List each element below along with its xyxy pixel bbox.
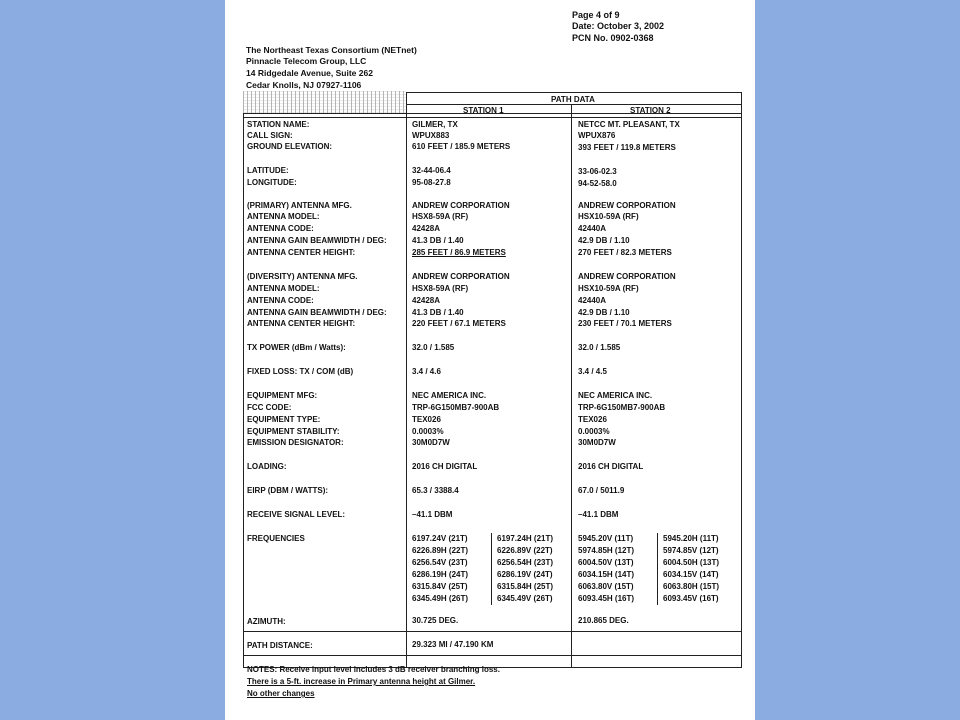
station1-value: 3.4 / 4.6	[412, 367, 441, 376]
pcn-number: PCN No. 0902-0368	[572, 33, 654, 43]
station2-value: HSX10-59A (RF)	[578, 284, 639, 293]
frequency-value: 6345.49H (26T)	[412, 594, 469, 603]
station2-value: 2016 CH DIGITAL	[578, 462, 644, 471]
address-line-2: Pinnacle Telecom Group, LLC	[246, 56, 367, 66]
frequency-value: 6226.89H (22T)	[412, 546, 469, 555]
frequency-value: 5974.85V (12T)	[663, 546, 719, 555]
station2-value: 33-06-02.3	[578, 167, 617, 176]
row-label: ANTENNA MODEL:	[247, 284, 320, 293]
station1-value: ANDREW CORPORATION	[412, 272, 510, 281]
station1-value: 95-08-27.8	[412, 178, 451, 187]
frequency-value: 6315.84V (25T)	[412, 582, 468, 591]
row-label: EQUIPMENT MFG:	[247, 391, 318, 400]
row-label: ANTENNA CODE:	[247, 224, 314, 233]
station2-value: 3.4 / 4.5	[578, 367, 607, 376]
page-number: Page 4 of 9	[572, 10, 620, 20]
station1-value: 42428A	[412, 224, 441, 233]
row-label: PATH DISTANCE:	[247, 641, 313, 650]
station2-value: ANDREW CORPORATION	[578, 201, 676, 210]
frequency-value: 5945.20H (11T)	[663, 534, 719, 543]
row-label: EQUIPMENT STABILITY:	[247, 427, 340, 436]
station1-value: 285 FEET / 86.9 METERS	[412, 248, 506, 257]
station2-value: 30M0D7W	[578, 438, 616, 447]
station2-value: 230 FEET / 70.1 METERS	[578, 319, 672, 328]
row-label: ANTENNA GAIN BEAMWIDTH / DEG:	[247, 236, 387, 245]
frequency-value: 6226.89V (22T)	[497, 546, 553, 555]
frequency-value: 6197.24H (21T)	[497, 534, 554, 543]
row-label: CALL SIGN:	[247, 131, 293, 140]
station1-header: STATION 1	[463, 106, 504, 115]
frequency-value: 6004.50H (13T)	[663, 558, 720, 567]
frequency-value: 6093.45H (16T)	[578, 594, 635, 603]
station2-value: NEC AMERICA INC.	[578, 391, 653, 400]
document-page	[225, 0, 755, 720]
station1-value: 29.323 MI / 47.190 KM	[412, 640, 494, 649]
row-label: LATITUDE:	[247, 166, 289, 175]
row-label: EIRP (DBM / WATTS):	[247, 486, 329, 495]
station1-value: 220 FEET / 67.1 METERS	[412, 319, 506, 328]
address-line-1: The Northeast Texas Consortium (NETnet)	[246, 45, 417, 55]
station2-value: HSX10-59A (RF)	[578, 212, 639, 221]
scan-artifact	[243, 91, 406, 113]
row-label: FREQUENCIES	[247, 534, 305, 543]
path-data-title: PATH DATA	[551, 95, 595, 104]
station2-value: 42440A	[578, 224, 607, 233]
row-label: (PRIMARY) ANTENNA MFG.	[247, 201, 352, 210]
row-label: LONGITUDE:	[247, 178, 297, 187]
station2-header: STATION 2	[630, 106, 671, 115]
frequency-value: 6063.80H (15T)	[663, 582, 720, 591]
frequency-value: 5974.85H (12T)	[578, 546, 635, 555]
station2-value: 270 FEET / 82.3 METERS	[578, 248, 672, 257]
station1-value: 41.3 DB / 1.40	[412, 308, 464, 317]
row-label: FCC CODE:	[247, 403, 292, 412]
station1-value: HSX8-59A (RF)	[412, 284, 469, 293]
row-label: GROUND ELEVATION:	[247, 142, 333, 151]
station1-value: 610 FEET / 185.9 METERS	[412, 142, 511, 151]
frequency-value: 6034.15H (14T)	[578, 570, 635, 579]
station2-value: 393 FEET / 119.8 METERS	[578, 143, 676, 152]
row-label: STATION NAME:	[247, 120, 310, 129]
station1-value: HSX8-59A (RF)	[412, 212, 469, 221]
row-label: EQUIPMENT TYPE:	[247, 415, 321, 424]
row-label: TX POWER (dBm / Watts):	[247, 343, 346, 352]
frequency-value: 6034.15V (14T)	[663, 570, 719, 579]
row-label: ANTENNA CENTER HEIGHT:	[247, 319, 356, 328]
station2-value: 42.9 DB / 1.10	[578, 236, 630, 245]
frequency-value: 6197.24V (21T)	[412, 534, 468, 543]
frequency-value: 6345.49V (26T)	[497, 594, 553, 603]
station1-value: 32.0 / 1.585	[412, 343, 455, 352]
station1-value: –41.1 DBM	[412, 510, 453, 519]
station1-value: GILMER, TX	[412, 120, 458, 129]
row-label: ANTENNA CENTER HEIGHT:	[247, 248, 356, 257]
station1-value: 2016 CH DIGITAL	[412, 462, 478, 471]
row-label: LOADING:	[247, 462, 287, 471]
frequency-value: 5945.20V (11T)	[578, 534, 634, 543]
row-label: FIXED LOSS: TX / COM (dB)	[247, 367, 354, 376]
notes-line-3: No other changes	[247, 689, 315, 698]
station2-value: TRP-6G150MB7-900AB	[578, 403, 666, 412]
station1-value: ANDREW CORPORATION	[412, 201, 510, 210]
frequency-value: 6256.54H (23T)	[497, 558, 554, 567]
station2-value: TEX026	[578, 415, 607, 424]
station1-value: 42428A	[412, 296, 441, 305]
address-line-4: Cedar Knolls, NJ 07927-1106	[246, 80, 362, 90]
station2-value: NETCC MT. PLEASANT, TX	[578, 120, 680, 129]
station2-value: WPUX876	[578, 131, 616, 140]
frequency-value: 6315.84H (25T)	[497, 582, 554, 591]
frequency-value: 6004.50V (13T)	[578, 558, 634, 567]
station2-value: 42.9 DB / 1.10	[578, 308, 630, 317]
document-date: Date: October 3, 2002	[572, 21, 665, 31]
station2-value: 42440A	[578, 296, 607, 305]
address-line-3: 14 Ridgedale Avenue, Suite 262	[246, 68, 373, 78]
station2-value: 94-52-58.0	[578, 179, 617, 188]
row-label: (DIVERSITY) ANTENNA MFG.	[247, 272, 358, 281]
station2-value: ANDREW CORPORATION	[578, 272, 676, 281]
station2-value: –41.1 DBM	[578, 510, 619, 519]
frequency-value: 6063.80V (15T)	[578, 582, 634, 591]
station1-value: 30M0D7W	[412, 438, 450, 447]
row-label: ANTENNA GAIN BEAMWIDTH / DEG:	[247, 308, 387, 317]
station1-value: NEC AMERICA INC.	[412, 391, 487, 400]
frequency-value: 6286.19V (24T)	[497, 570, 553, 579]
frequency-value: 6256.54V (23T)	[412, 558, 468, 567]
station1-value: 32-44-06.4	[412, 166, 451, 175]
row-label: ANTENNA MODEL:	[247, 212, 320, 221]
station2-value: 67.0 / 5011.9	[578, 486, 625, 495]
station2-value: 210.865 DEG.	[578, 616, 629, 625]
row-label: EMISSION DESIGNATOR:	[247, 438, 344, 447]
station1-value: 65.3 / 3388.4	[412, 486, 459, 495]
row-label: AZIMUTH:	[247, 617, 286, 626]
station1-value: 30.725 DEG.	[412, 616, 459, 625]
station1-value: TEX026	[412, 415, 441, 424]
notes-line-1: NOTES: Receive input level includes 3 dB receiver branching loss.	[247, 665, 500, 674]
station1-value: TRP-6G150MB7-900AB	[412, 403, 500, 412]
station2-value: 0.0003%	[578, 427, 610, 436]
station1-value: 41.3 DB / 1.40	[412, 236, 464, 245]
station1-value: WPUX883	[412, 131, 450, 140]
frequency-value: 6093.45V (16T)	[663, 594, 719, 603]
row-label: RECEIVE SIGNAL LEVEL:	[247, 510, 346, 519]
notes-line-2: There is a 5-ft. increase in Primary antenna height at Gilmer.	[247, 677, 476, 686]
station1-value: 0.0003%	[412, 427, 444, 436]
station2-value: 32.0 / 1.585	[578, 343, 621, 352]
frequency-value: 6286.19H (24T)	[412, 570, 469, 579]
row-label: ANTENNA CODE:	[247, 296, 314, 305]
